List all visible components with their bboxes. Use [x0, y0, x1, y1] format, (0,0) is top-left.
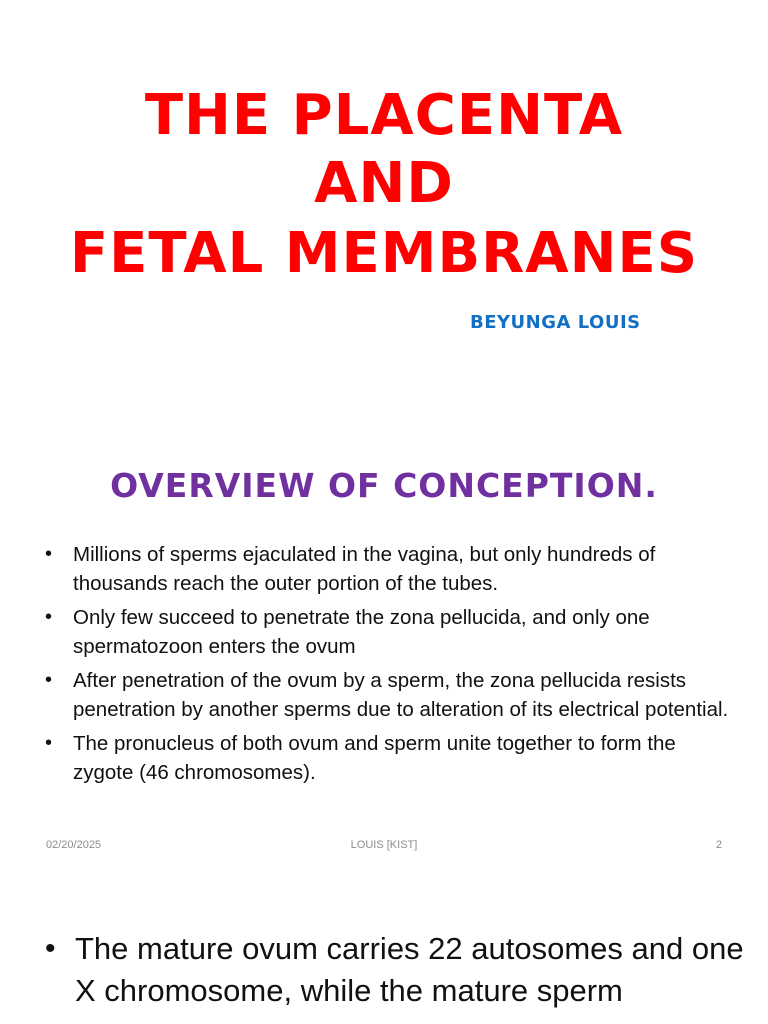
bullet-icon: • — [45, 732, 53, 754]
title-line-1: THE PLACENTA — [144, 83, 624, 148]
bullet-item — [45, 603, 735, 661]
bullet-text: After penetration of the ovum by a sperm, the zona pellucida resists penetration by another sperms due to alteration of its electrical potential. — [73, 669, 729, 721]
bullet-text: Only few succeed to penetrate the zona pellucida, and only one spermatozoon enters the ovum — [73, 606, 650, 658]
title-slide — [0, 0, 768, 432]
chromosome-slide — [0, 864, 768, 1024]
bullet-text: Millions of sperms ejaculated in the vagina, but only hundreds of thousands reach the outer portion of the tubes. — [73, 543, 656, 595]
bullet-list — [45, 928, 745, 1012]
bullet-item — [45, 666, 735, 724]
bullet-icon: • — [45, 932, 56, 965]
author-name: BEYUNGA LOUIS — [470, 312, 641, 333]
footer-author: LOUIS [KIST] — [350, 839, 418, 851]
slide-heading: OVERVIEW OF CONCEPTION. — [110, 466, 658, 505]
bullet-item — [45, 729, 735, 787]
bullet-text: The pronucleus of both ovum and sperm unite together to form the zygote (46 chromosomes). — [73, 732, 676, 784]
title-line-2: AND — [314, 151, 454, 216]
title-line-3: FETAL MEMBRANES — [69, 221, 699, 286]
bullet-icon: • — [45, 606, 53, 628]
footer-date: 02/20/2025 — [46, 839, 102, 851]
bullet-item — [45, 540, 735, 598]
bullet-icon: • — [45, 543, 53, 565]
bullet-icon: • — [45, 669, 53, 691]
footer-page-number: 2 — [715, 839, 722, 851]
overview-slide — [0, 432, 768, 864]
bullet-item — [45, 928, 745, 1012]
bullet-text: The mature ovum carries 22 autosomes and one X chromosome, while the mature sperm — [75, 931, 744, 1008]
bullet-list — [45, 540, 735, 792]
